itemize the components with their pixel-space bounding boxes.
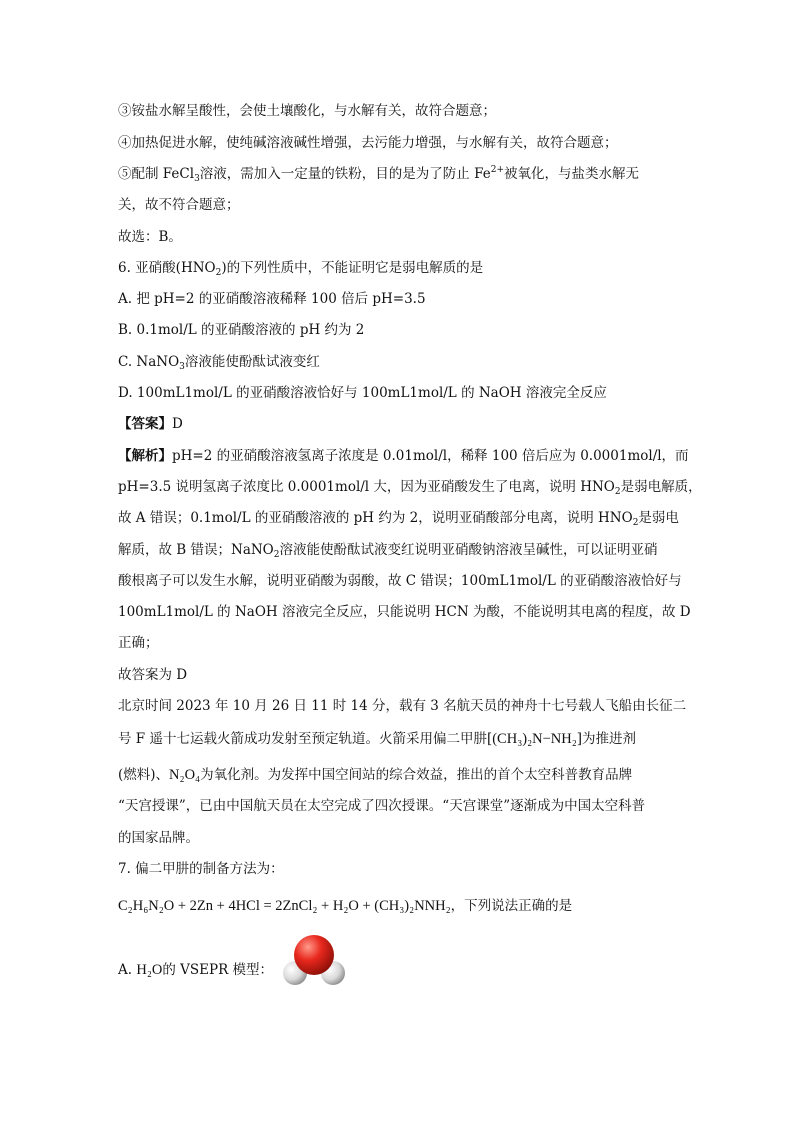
question-6-analysis-line-1: 【解析】pH=2 的亚硝酸溶液氢离子浓度是 0.01mol/l，稀释 100 倍后应为 0.0001mol/l，而 (118, 448, 689, 464)
question-7-equation: C₂H₆N₂O + 2Zn + 4HCl = 2ZnCl₂ + H₂O + (CH₃)₂NNH₂，下列说法正确的是 (118, 898, 573, 914)
question-6-option-b: B. 0.1mol/L 的亚硝酸溶液的 pH 约为 2 (118, 322, 365, 338)
water-molecule-icon (281, 932, 347, 990)
item-3: ③铵盐水解呈酸性，会使土壤酸化，与水解有关，故符合题意； (118, 103, 496, 119)
question-6-stem: 6. 亚硝酸$(HNO_2)$的下列性质中，不能证明它是弱电解质的是 (118, 260, 484, 278)
question-6-analysis-line-6: 100mL1mol/L 的 NaOH 溶液完全反应，只能说明 HCN 为酸，不能说明其电离的程度，故 D (118, 604, 691, 620)
passage-line-2: 号 F 遥十七运载火箭成功发射至预定轨道。火箭采用偏二甲肼[(CH₃)₂N−NH₂]为推进剂 (118, 731, 637, 747)
passage-line-3: (燃料)、N₂O₄为氧化剂。为发挥中国空间站的综合效益，推出的首个太空科普教育品牌 (118, 767, 633, 783)
oxygen-atom (294, 935, 334, 975)
question-6-option-d: D. 100mL1mol/L 的亚硝酸溶液恰好与 100mL1mol/L 的 NaOH 溶液完全反应 (118, 385, 607, 401)
item-4: ④加热促进水解，使纯碱溶液碱性增强，去污能力增强，与水解有关，故符合题意； (118, 135, 618, 151)
question-7-option-a: A. H₂O的 VSEPR 模型： (118, 962, 274, 978)
previous-choice: 故选：B。 (118, 229, 182, 245)
question-6-answer: 【答案】D (118, 416, 183, 432)
passage-line-1: 北京时间 2023 年 10 月 26 日 11 时 14 分，载有 3 名航天员的神舟十七号载人飞船由长征二 (118, 698, 687, 714)
question-6-option-c: C. NaNO$_3$溶液能使酚酞试液变红 (118, 354, 320, 372)
question-7-stem: 7. 偏二甲肼的制备方法为： (118, 861, 284, 877)
question-6-analysis-line-3: 故 A 错误；0.1mol/L 的亚硝酸溶液的 pH 约为 2，说明亚硝酸部分电离，说明 $HNO_2$是弱电 (118, 510, 679, 528)
question-6-analysis-line-2: pH=3.5 说明氢离子浓度比 0.0001mol/l 大，因为亚硝酸发生了电离，说明 $HNO_2$是弱电解质， (118, 479, 702, 497)
question-6-option-a: A. 把 pH=2 的亚硝酸溶液稀释 100 倍后 pH=3.5 (118, 291, 426, 307)
question-6-analysis-line-7: 正确； (118, 635, 159, 651)
passage-line-5: 的国家品牌。 (118, 830, 199, 846)
passage-line-4: “天宫授课”，已由中国航天员在太空完成了四次授课。“天宫课堂”逐渐成为中国太空科普 (118, 798, 646, 814)
question-6-analysis-line-4: 解质，故 B 错误；NaNO$_2$溶液能使酚酞试液变红说明亚硝酸钠溶液呈碱性，可以证明亚硝 (118, 542, 658, 560)
question-6-conclusion: 故答案为 D (118, 667, 188, 683)
item-5-continued: 关，故不符合题意； (118, 197, 240, 213)
item-5: ⑤配制 FeCl$_3$溶液，需加入一定量的铁粉，目的是为了防止 $Fe^{2+}$被氧化，与盐类水解无 (118, 165, 639, 184)
question-6-analysis-line-5: 酸根离子可以发生水解，说明亚硝酸为弱酸，故 C 错误；100mL1mol/L 的亚硝酸溶液恰好与 (118, 573, 682, 589)
